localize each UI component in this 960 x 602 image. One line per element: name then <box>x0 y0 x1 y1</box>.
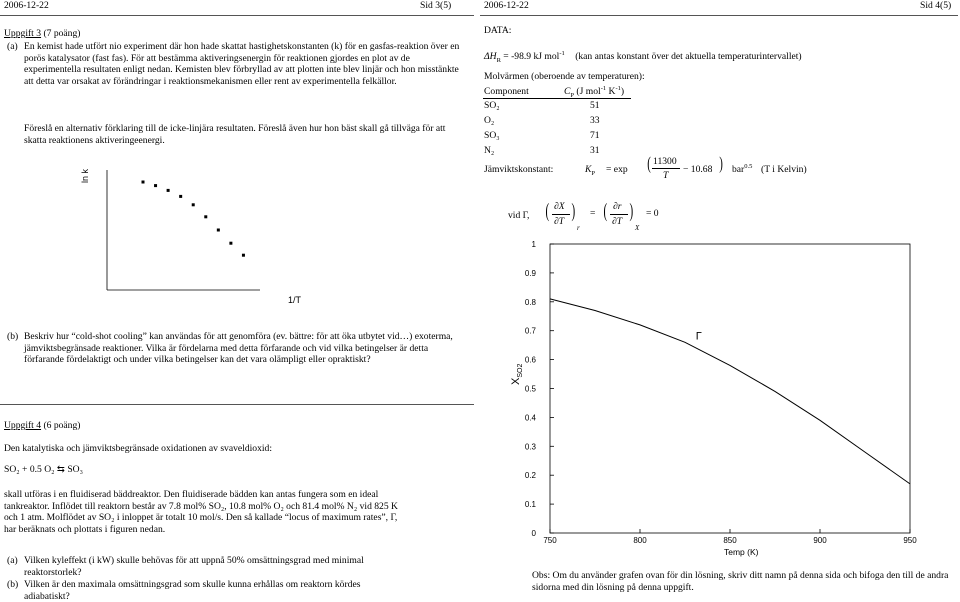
cp-unit-sup2: -1 <box>615 84 621 92</box>
task-separator <box>0 404 474 405</box>
task4-intro: Den katalytiska och jämviktsbegränsade oxidationen av svaveldioxid: <box>4 443 273 454</box>
chart-ticks <box>525 240 917 545</box>
x-tick-label-950: 950 <box>903 536 917 545</box>
gamma-sub-x: X <box>635 224 640 232</box>
kp-denominator: T <box>663 170 669 181</box>
cp-row-value: 71 <box>590 130 600 141</box>
cp-symbol: C <box>564 86 571 97</box>
gamma-sub-r: r <box>577 224 580 232</box>
y-tick-label-0.5: 0.5 <box>524 384 536 394</box>
kp-k: K <box>585 164 592 175</box>
y-tick-label-0.1: 0.1 <box>524 500 536 510</box>
gamma-paren1-close: ) <box>571 200 576 222</box>
task4-heading <box>4 420 80 432</box>
delta-h-note: (kan antas konstant över det aktuella temperaturintervallet) <box>575 51 802 62</box>
gamma-eq: = <box>590 208 596 219</box>
task3-points: (7 poäng) <box>41 28 81 39</box>
header-date: 2006-12-22 <box>4 0 49 11</box>
x-tick-label-900: 900 <box>813 536 827 545</box>
cp-unit-sup1: -1 <box>600 84 607 92</box>
cp-unit-c: ) <box>620 86 625 97</box>
cp-title: Molvärmen (oberoende av temperaturen): <box>484 71 645 82</box>
cp-sub: P <box>570 91 575 99</box>
lnk-x-label: 1/T <box>288 295 302 305</box>
header-page-number: Sid 3(5) <box>420 0 452 11</box>
cp-row-value: 31 <box>590 145 600 156</box>
gamma-vid: vid Γ, <box>508 210 530 221</box>
kp-minus-term: − 10.68 <box>683 164 713 175</box>
task3-title: Uppgift 3 <box>4 28 42 39</box>
task4-points: (6 poäng) <box>41 420 81 431</box>
delta-h-sub: R <box>496 56 501 64</box>
gamma-dx: ∂X <box>554 201 565 212</box>
gamma-paren2-close: ) <box>629 200 634 222</box>
y-tick-label-1: 1 <box>531 240 536 249</box>
task3-b-text: Beskriv hur “cold-shot cooling” kan användas för att genomföra (ev. bättre: för att öka utbytet vid…) exoterma, jämviktsbegränsade reaktioner. Vilka är fördelarna med detta förfarande och vid vilka betingelser är detta förfarande fördelaktigt och under vilka betingelser kan det vara olämpligt eller opraktiskt? <box>24 331 453 366</box>
note-text: Obs: Om du använder grafen ovan för din lösning, skriv ditt namn på denna sida och bifoga den till de andra sidorna med din lösning på denna uppgift. <box>532 570 949 593</box>
kp-paren-close: ) <box>719 153 723 173</box>
lnk-point-8 <box>229 242 232 245</box>
kp-exp: = exp <box>606 164 628 175</box>
header-page-number: Sid 4(5) <box>920 0 952 11</box>
cp-row-component: SO₂ <box>484 100 500 111</box>
delta-h-sup: -1 <box>559 49 565 57</box>
y-tick-label-0.7: 0.7 <box>524 326 536 336</box>
task4-b-text: Vilken är den maximala omsättningsgrad som skulle kunna erhållas om reaktorn kördes adiabatiskt? <box>24 579 361 602</box>
x-tick-label-800: 800 <box>633 536 647 545</box>
header-date: 2006-12-22 <box>484 0 529 11</box>
lnk-points <box>142 181 245 257</box>
task3-a-label: (a) <box>7 41 18 52</box>
task4-a-label: (a) <box>7 555 18 566</box>
lnk-point-5 <box>192 203 195 206</box>
chart-y-label <box>510 363 525 385</box>
kp-sub: P <box>591 169 596 177</box>
task4-title: Uppgift 4 <box>4 420 42 431</box>
chart-x-label: Temp (K) <box>724 547 759 557</box>
lnk-point-6 <box>204 215 207 218</box>
x-tick-label-750: 750 <box>543 536 557 545</box>
data-title: DATA: <box>484 25 512 36</box>
gamma-eq-zero: = 0 <box>646 208 659 219</box>
cp-unit-a: (J mol <box>574 86 601 97</box>
lnk-point-4 <box>179 195 182 198</box>
kp-numerator: 11300 <box>653 156 677 167</box>
chart-frame <box>550 244 910 533</box>
lnk-point-2 <box>154 184 157 187</box>
y-tick-label-0.6: 0.6 <box>524 355 536 365</box>
task3-a-text: En kemist hade utfört nio experiment där hon hade skattat hastighetskonstanten (k) för en gasfas-reaktion över en porös katalysator (fast fas). För att bestämma aktiveringsenergin för reaktionen gjordes en plot av de experimentella resultaten enligt nedan. Kemisten blev förbryllad av att plotten inte blev linjär och hon misstänkte att detta var orsakat av förändringar i reaktionsmekanismen eller rent av experimentella felkällor. <box>24 41 460 87</box>
y-tick-label-0.3: 0.3 <box>524 442 536 452</box>
chart-y-label-sub: SO2 <box>517 363 525 378</box>
y-tick-label-0.4: 0.4 <box>524 413 536 423</box>
x-tick-label-850: 850 <box>723 536 737 545</box>
right-page <box>480 0 960 601</box>
gamma-dr: ∂r <box>613 201 622 212</box>
gamma-dt: ∂T <box>554 216 565 227</box>
y-tick-label-0.9: 0.9 <box>524 268 536 278</box>
delta-h-symbol: ΔH <box>484 51 497 62</box>
cp-row-value: 51 <box>590 100 600 111</box>
y-tick-label-0: 0 <box>531 529 536 538</box>
lnk-point-3 <box>167 189 170 192</box>
gamma-paren2-open: ( <box>603 200 608 222</box>
gamma-dt2: ∂T <box>612 216 623 227</box>
lnk-point-1 <box>142 181 145 184</box>
kp-label: Jämviktskonstant: <box>484 164 554 175</box>
y-tick-label-0.2: 0.2 <box>524 471 536 481</box>
gamma-chart <box>480 0 960 601</box>
kp-note: (T i Kelvin) <box>761 164 807 175</box>
lnk-point-7 <box>217 229 220 232</box>
series-line-gamma <box>550 299 910 484</box>
kp-bar-exp: 0.5 <box>744 162 753 170</box>
task3-a-question: Föreslå en alternativ förklaring till de icke-linjära resultaten. Föreslå även hur hon bäst skall gå tillväga för att skatta reaktionens aktiveringeenergi. <box>24 123 446 146</box>
kp-bar: bar <box>732 164 745 175</box>
cp-row-component: N₂ <box>484 145 495 156</box>
left-page <box>0 0 480 601</box>
task4-b-label: (b) <box>7 579 19 590</box>
gamma-paren1-open: ( <box>545 200 550 222</box>
task4-reaction: SO₂ + 0.5 O₂ ⇆ SO₃ <box>4 464 83 475</box>
cp-row-component: O₂ <box>484 115 495 126</box>
y-tick-label-0.8: 0.8 <box>524 297 536 307</box>
cp-unit-b: K <box>606 86 616 97</box>
chart-series <box>550 299 910 484</box>
lnk-point-9 <box>242 254 245 257</box>
delta-h-value: = -98.9 kJ mol <box>500 51 560 62</box>
series-annotation-gamma: Γ <box>695 330 702 343</box>
kp-paren-open: ( <box>647 153 651 173</box>
cp-row-value: 33 <box>590 115 600 126</box>
chart-y-label-x: X <box>510 377 522 385</box>
task3-b-label: (b) <box>7 331 19 342</box>
task4-a-text: Vilken kyleffekt (i kW) skulle behövas för att uppnå 50% omsättningsgrad med minimal reaktorstorlek? <box>24 555 364 578</box>
cp-row-component: SO₃ <box>484 130 500 141</box>
lnk-y-label: ln k <box>80 168 91 184</box>
cp-header-component: Component <box>484 86 529 97</box>
task4-body: skall utföras i en fluidiserad bäddreaktor. Den fluidiserade bädden kan antas fungera som en ideal tankreaktor. Inflödet till reaktorn består av 7.8 mol% SO₂, 10.8 mol% O₂ och 81.4 mol% N₂ vid 825 K och 1 atm. Molflödet av SO₂ i inloppet är totalt 10 mol/s. Den så kallade “locus of maximum rates”, Γ, har beräknats och plottats i figuren nedan. <box>4 489 398 535</box>
